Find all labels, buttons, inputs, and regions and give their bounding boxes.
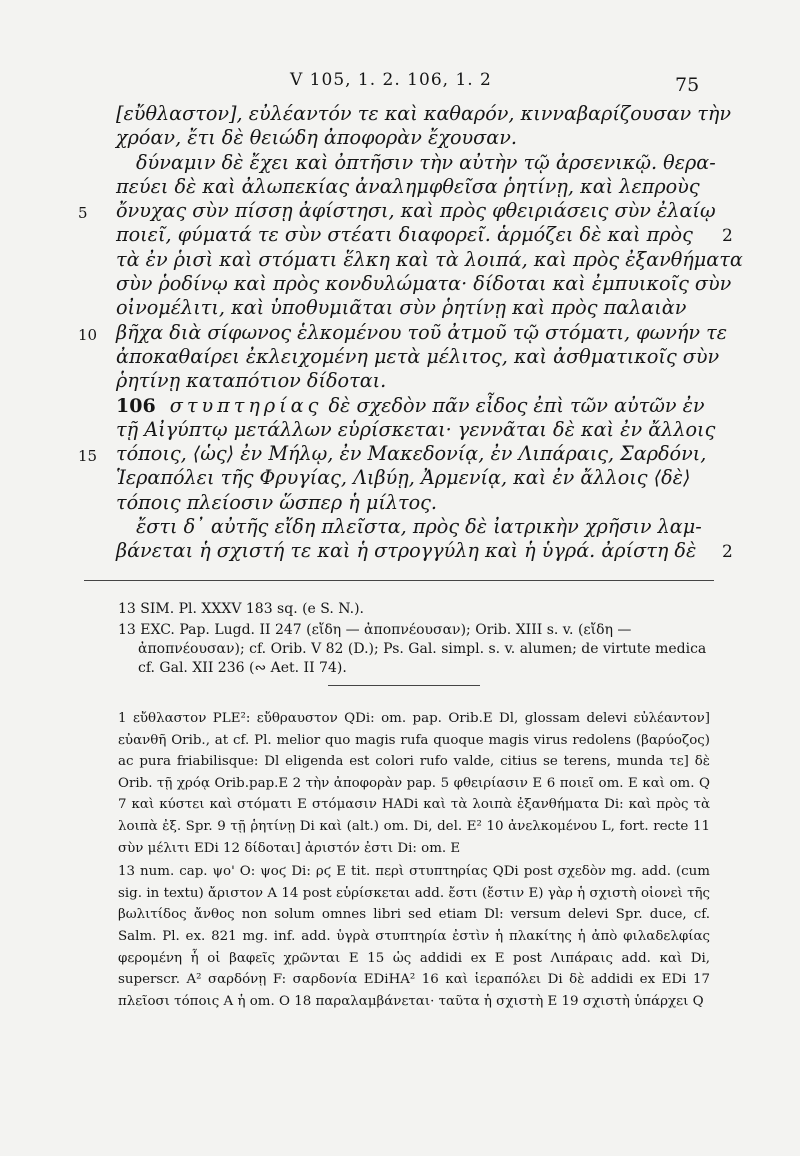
line-text: ποιεῖ, φύματά τε σὺν στέατι διαφορεῖ. ἁρμόζει δὲ καὶ πρὸς [116, 223, 693, 247]
text-line [116, 369, 726, 393]
chapter-first-line-text: δὲ σχεδὸν πᾶν εἶδος ἐπὶ τῶν αὐτῶν ἐν [328, 393, 705, 417]
text-line [116, 491, 726, 515]
line-text: βάνεται ἡ σχιστή τε καὶ ἡ στρογγύλη καὶ ἡ ὑγρά. ἀρίστη δὲ [116, 539, 697, 563]
line-text: σὺν ῥοδίνῳ καὶ πρὸς κονδυλώματα· δίδοται καὶ ἐμπυικοῖς σὺν [116, 272, 732, 296]
chapter-first-word: στυπτηρίας [169, 393, 323, 417]
margin-reference-number: 2 [722, 542, 733, 563]
line-text: ἀποκαθαίρει ἐκλειχομένη μετὰ μέλιτος, καὶ ἀσθματικοῖς σὺν [116, 344, 720, 368]
line-text: βῆχα διὰ σίφωνος ἑλκομένου τοῦ ἀτμοῦ τῷ στόματι, φωνήν τε [116, 320, 728, 344]
page-number: 75 [675, 74, 700, 96]
main-greek-text [78, 102, 743, 564]
apparatus-divider-rule [328, 685, 480, 686]
line-text: πεύει δὲ καὶ ἀλωπεκίας ἀναλημφθεῖσα ῥητίνῃ, καὶ λεπροὺς [116, 174, 700, 198]
line-text: ῥητίνῃ καταπότιον δίδοται. [116, 369, 387, 393]
line-text: τὰ ἐν ῥισὶ καὶ στόματι ἕλκη καὶ τὰ λοιπά, καὶ πρὸς ἐξανθήματα [116, 247, 743, 271]
text-line [116, 296, 726, 320]
line-text: τόποις, ⟨ὡς⟩ ἐν Μήλῳ, ἐν Μακεδονίᾳ, ἐν Λιπάραις, Σαρδόνι, [116, 442, 707, 466]
line-text: ἔστι δ᾽ αὐτῆς εἴδη πλεῖστα, πρὸς δὲ ἰατρικὴν χρῆσιν λαμ- [136, 515, 702, 539]
running-head: V 105, 1. 2. 106, 1. 2 [290, 70, 492, 90]
line-number: 15 [78, 447, 98, 466]
text-line [116, 151, 726, 175]
line-text: τῇ Αἰγύπτῳ μετάλλων εὑρίσκεται· γεννᾶται δὲ καὶ ἐν ἄλλοις [116, 417, 716, 441]
source-entry: 13 EXC. Pap. Lugd. II 247 (εἴδη — ἀποπνέουσαν); Orib. XIII s. v. (εἴδη — ἀποπνέουσαν); cf. Orib. V 82 (D.); Ps. Gal. simpl. s. v. alumen; de virtute medica cf. Gal. XII 236 (∾ Aet. II 74). [118, 622, 707, 676]
chapter-106-heading-line [116, 394, 726, 418]
text-line [116, 418, 726, 442]
line-text: τόποις πλείοσιν ὥσπερ ἡ μίλτος. [116, 490, 438, 514]
text-line [116, 102, 732, 126]
line-text: [εὔθλαστον], εὐλέαντόν τε καὶ καθαρόν, κινναβαρίζουσαν τὴν [116, 102, 732, 125]
apparatus-paragraph: 1 εὔθλαστον PLE²: εὔθραυστον QDi: om. pap. Orib.E Dl, glossam delevi εὐλέαντον] εὐανθῆ Orib., at cf. Pl. melior quo magis rufa quoque magis virus redolens (βαρύοζος) ac pura friabilisque: Dl eligenda est colori rufo valde, citius se terens, munda τε] δὲ Orib. τῇ χρόᾳ Orib.pap.E 2 τὴν ἀποφορὰν pap. 5 φθειρίασιν E 6 ποιεῖ om. E καὶ om. Q 7 καὶ κύστει καὶ στόματι E στόμασιν HADi καὶ τὰ λοιπὰ ἐξανθήματα Di: καὶ πρὸς τὰ λοιπὰ ἐξ. Spr. 9 τῇ ῥητίνῃ Di καὶ (alt.) om. Di, del. E² 10 ἀνελκομένου L, fort. recte 11 σὺν μέλιτι EDi 12 δίδοται] ἀριστόν ἐστι Di: om. E [118, 711, 710, 856]
line-text: οἰνομέλιτι, καὶ ὑποθυμιᾶται σὺν ῥητίνῃ καὶ πρὸς παλαιὰν [116, 296, 687, 320]
text-line [116, 466, 726, 490]
chapter-number: 106 [116, 394, 156, 417]
apparatus-paragraph: 13 num. cap. ψο' O: ψοϛ Di: ρϛ Ε tit. περὶ στυπτηρίας QDi post σχεδὸν mg. add. (cum sig. in textu) ἄριστον A 14 post εὑρίσκεται add. ἔστι (ἔστιν E) γὰρ ἡ σχιστὴ οἱονεὶ τῆς βωλιτίδος ἄνθος non solum omnes libri sed etiam Dl: versum delevi Spr. duce, cf. Salm. Pl. ex. 821 mg. inf. add. ὑγρὰ στυπτηρία ἐστὶν ἡ πλακίτης ἡ ἀπὸ φιλαδελφίας φερομένη ἧ οἱ βαφεῖς χρῶνται E 15 ὡς addidi ex E post Λιπάραις add. καὶ Di, superscr. A² σαρδόνῃ F: σαρδονία EDiHA² 16 καὶ ἱεραπόλει Di δὲ addidi ex EDi 17 πλεῖοσι τόποις A ἡ om. O 18 παραλαμβάνεται· ταῦτα ἡ σχιστὴ E 19 σχιστὴ ὑπάρχει Q [118, 864, 710, 1009]
source-entry: 13 SIM. Pl. XXXV 183 sq. (e S. N.). [118, 601, 365, 617]
text-line [78, 199, 726, 223]
text-line [78, 320, 728, 345]
critical-apparatus [118, 708, 710, 1012]
text-line [116, 247, 743, 272]
text-line [116, 539, 733, 563]
text-line [116, 345, 726, 369]
text-line [116, 175, 726, 199]
text-line [116, 272, 732, 296]
text-line [116, 126, 726, 150]
chapter-105-end [78, 102, 743, 394]
chapter-106-text [78, 417, 733, 564]
text-divider-rule [84, 580, 714, 581]
line-text: χρόαν, ἔτι δὲ θειώδη ἀποφορὰν ἔχουσαν. [116, 126, 517, 150]
line-text: δύναμιν δὲ ἔχει καὶ ὀπτῆσιν τὴν αὐτὴν τῷ ἀρσενικῷ. θερα- [136, 150, 716, 174]
text-line [116, 515, 726, 539]
line-text: ὄνυχας σὺν πίσσῃ ἀφίστησι, καὶ πρὸς φθειριάσεις σὺν ἐλαίῳ [116, 199, 716, 223]
line-number: 5 [78, 204, 88, 223]
margin-reference-number: 2 [722, 226, 733, 247]
text-line [78, 442, 726, 466]
line-number: 10 [78, 325, 98, 344]
sources-apparatus [118, 600, 708, 678]
text-line [116, 223, 733, 247]
line-text: Ἱεραπόλει τῆς Φρυγίας, Λιβύῃ, Ἀρμενίᾳ, καὶ ἐν ἄλλοις ⟨δὲ⟩ [116, 466, 691, 490]
